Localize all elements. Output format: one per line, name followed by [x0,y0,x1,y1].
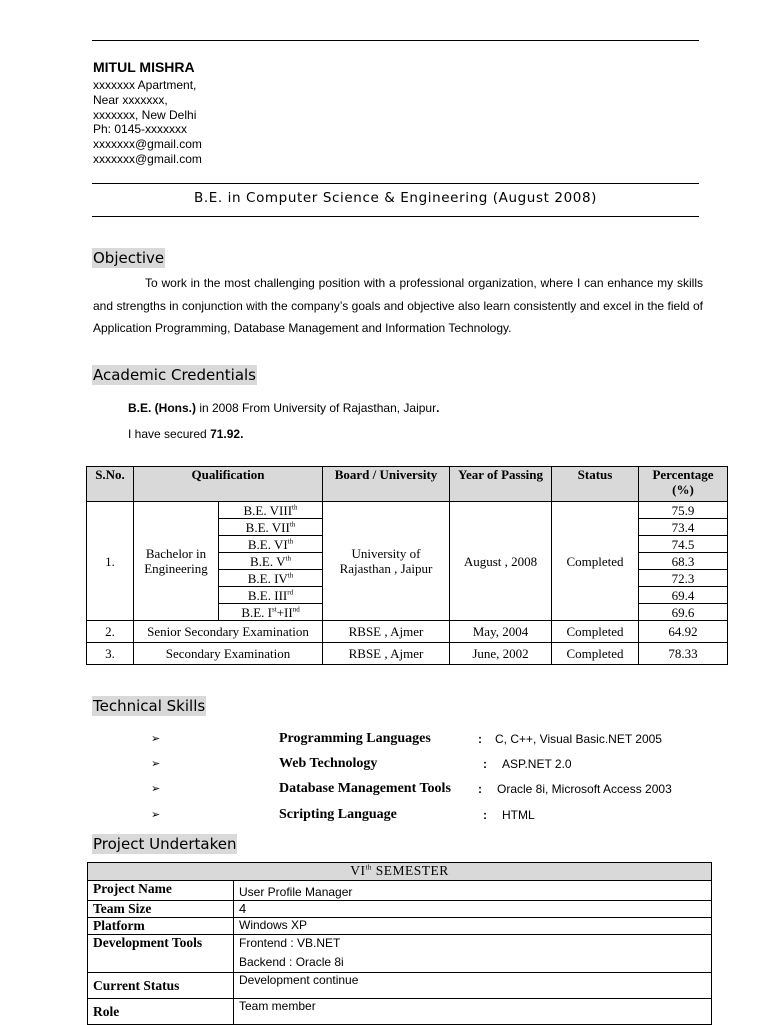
table-row [88,918,712,935]
dev-tools-value [234,935,712,973]
aggregate-line [128,427,243,441]
degree-rule-bottom [92,216,699,217]
table-row [87,643,728,665]
degree-detail: in 2008 From University of Rajasthan, Jaipur [196,401,437,415]
email-line: xxxxxxx@gmail.com [93,151,202,166]
semester-label: B.E. Ist+IInd [219,604,323,621]
table-row [88,881,712,901]
skill-label: Programming Languages [279,731,431,746]
skill-colon: : [483,808,487,822]
skill-colon: : [478,732,482,746]
top-rule [92,40,699,41]
row3-percentage: 78.33 [639,643,728,665]
row3-qualification: Secondary Examination [134,643,323,665]
semester-percentage: 68.3 [639,553,728,570]
contact-block [93,78,202,167]
row1-qualification: Bachelor in Engineering [134,502,219,621]
role-label: Role [88,999,234,1025]
semester-percentage: 73.4 [639,519,728,536]
table-row [88,973,712,999]
project-heading: Project Undertaken [93,835,237,853]
col-year: Year of Passing [450,467,552,502]
project-name-label: Project Name [88,881,234,901]
frontend-value: Frontend : VB.NET [239,936,341,950]
aggregate-prefix: I have secured [128,427,211,441]
semester-label: B.E. IVth [219,570,323,587]
col-board: Board / University [323,467,450,502]
dev-tools-label: Development Tools [88,935,234,973]
current-status-value: Development continue [234,973,712,999]
objective-heading: Objective [93,249,165,267]
backend-value: Backend : Oracle 8i [239,955,344,969]
row2-board: RBSE , Ajmer [323,621,450,643]
table-row [87,502,728,519]
bullet-arrow-icon: ➢ [151,808,161,821]
row2-year: May, 2004 [450,621,552,643]
row3-sno: 3. [87,643,134,665]
row3-board: RBSE , Ajmer [323,643,450,665]
row2-percentage: 64.92 [639,621,728,643]
semester-label: B.E. Vth [219,553,323,570]
team-size-value: 4 [234,901,712,918]
academic-table [86,466,728,665]
objective-text [93,272,703,340]
col-status: Status [552,467,639,502]
degree-period: . [436,401,440,415]
row3-status: Completed [552,643,639,665]
candidate-name: MITUL MISHRA [93,59,195,75]
current-status-label: Current Status [88,973,234,999]
address-line: xxxxxxx Apartment, [93,78,197,92]
skill-value: Oracle 8i, Microsoft Access 2003 [497,782,672,796]
skill-colon: : [478,782,482,796]
address-line: Near xxxxxxx, [93,92,168,107]
project-name-value: User Profile Manager [234,881,712,901]
skill-item [0,756,768,776]
row2-sno: 2. [87,621,134,643]
platform-value: Windows XP [234,918,712,935]
skill-label: Database Management Tools [279,781,451,796]
skill-value: HTML [502,808,535,822]
skill-value: C, C++, Visual Basic.NET 2005 [495,732,662,746]
row1-sno: 1. [87,502,134,621]
team-size-label: Team Size [88,901,234,918]
degree-summary [128,401,439,415]
semester-label: B.E. VIIIth [219,502,323,519]
skill-value: ASP.NET 2.0 [502,757,572,771]
semester-percentage: 75.9 [639,502,728,519]
row3-year: June, 2002 [450,643,552,665]
email-line: xxxxxxx@gmail.com [93,137,202,152]
semester-percentage: 72.3 [639,570,728,587]
role-value: Team member [234,999,712,1025]
skill-colon: : [483,757,487,771]
table-row [87,621,728,643]
table-row [88,901,712,918]
col-qualification: Qualification [134,467,323,502]
col-percentage: Percentage (%) [639,467,728,502]
semester-label: B.E. VIth [219,536,323,553]
row1-board: University of Rajasthan , Jaipur [323,502,450,621]
semester-percentage: 74.5 [639,536,728,553]
phone-line: Ph: 0145-xxxxxxx [93,122,188,137]
semester-label: B.E. VIIth [219,519,323,536]
table-row [88,999,712,1025]
skill-item [0,807,768,827]
address-line: xxxxxxx, New Delhi [93,107,197,122]
academic-heading: Academic Credentials [93,366,257,384]
semester-label: B.E. IIIrd [219,587,323,604]
project-table [87,862,712,1025]
table-row [88,935,712,973]
row2-qualification: Senior Secondary Examination [134,621,323,643]
row2-status: Completed [552,621,639,643]
bullet-arrow-icon: ➢ [151,732,161,745]
aggregate-value: 71.92. [210,427,244,441]
objective-paragraph: To work in the most challenging position with a professional organization, where I can enhance my skills and strengths in conjunction with the company’s goals and objective also learn consistently and excel in the field of Application Programming, Database Management and Information Technology. [93,276,703,335]
bullet-arrow-icon: ➢ [151,782,161,795]
row1-year: August , 2008 [450,502,552,621]
bullet-arrow-icon: ➢ [151,757,161,770]
skills-heading: Technical Skills [93,697,206,715]
platform-label: Platform [88,918,234,935]
degree-rule-top [92,183,699,184]
table-header-row [87,467,728,502]
degree-name: B.E. (Hons.) [128,401,196,415]
semester-percentage: 69.6 [639,604,728,621]
row1-status: Completed [552,502,639,621]
skill-item [0,781,768,801]
semester-header: VIth SEMESTER [88,863,712,881]
table-row [88,863,712,881]
skill-label: Web Technology [279,756,378,771]
skill-label: Scripting Language [279,807,397,822]
skill-item [0,731,768,751]
degree-title: B.E. in Computer Science & Engineering (August 2008) [193,190,598,206]
col-sno: S.No. [87,467,134,502]
semester-percentage: 69.4 [639,587,728,604]
